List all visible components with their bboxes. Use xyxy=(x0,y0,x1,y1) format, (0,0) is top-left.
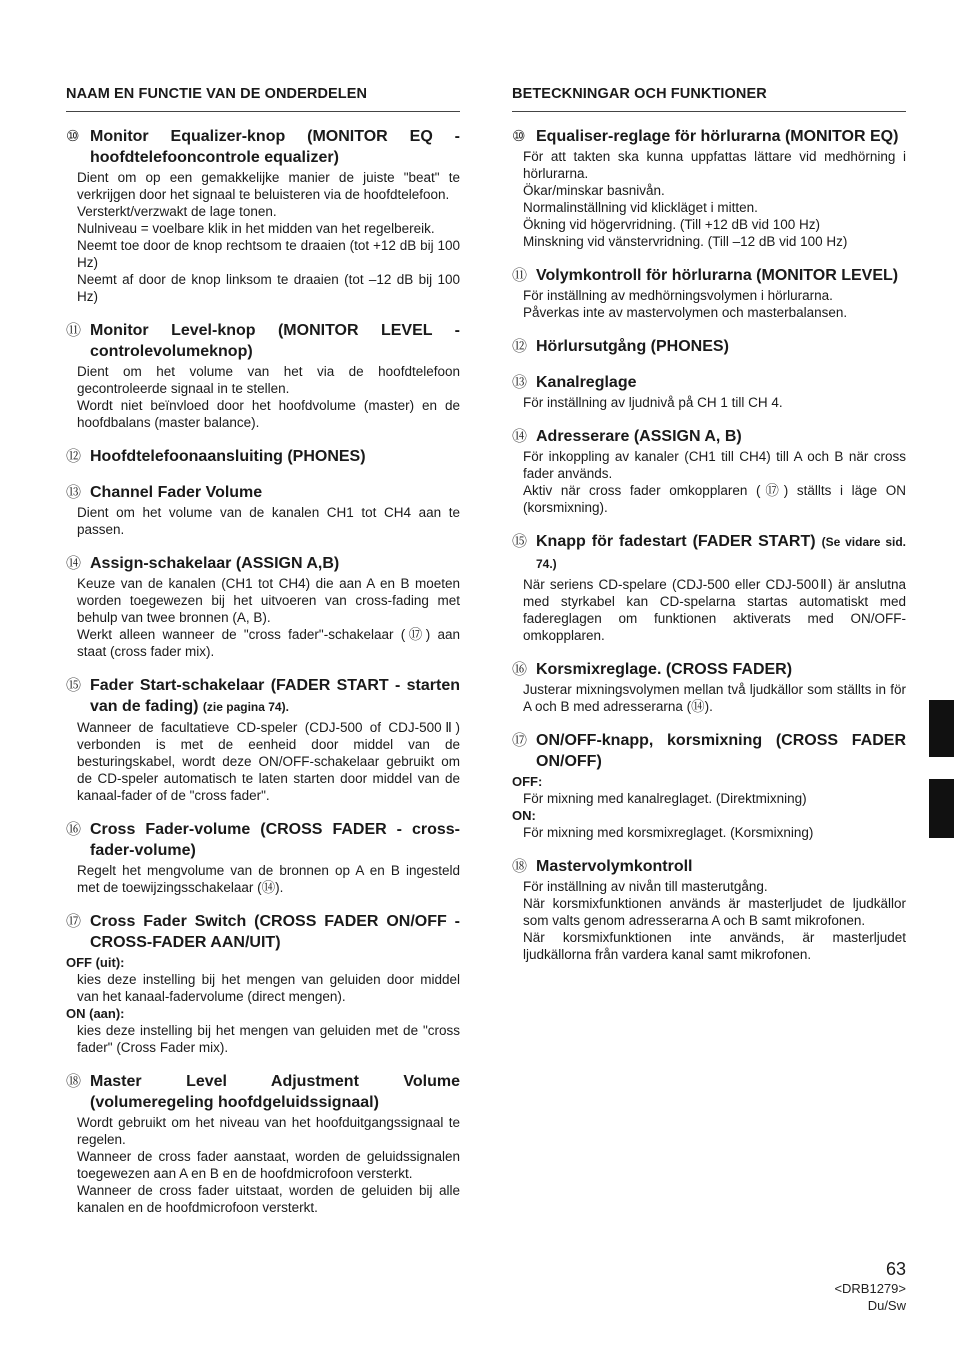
section-number: ⑯ xyxy=(512,661,528,678)
section-title-label: Adresserare (ASSIGN A, B) xyxy=(536,428,742,445)
section-title-label: ON/OFF-knapp, korsmixning (CROSS FADER ON/OFF) xyxy=(536,732,906,770)
paragraph: För inställning av ljudnivå på CH 1 till CH 4. xyxy=(523,395,783,410)
section-title-label: Fader Start-schakelaar (FADER START - starten van de fading) xyxy=(90,677,460,715)
section-title xyxy=(512,265,906,286)
setting-label: OFF (uit): xyxy=(66,955,125,970)
paragraph: För inkoppling av kanaler (CH1 till CH4) till A och B när cross fader används. xyxy=(523,449,906,481)
section xyxy=(66,911,460,1056)
section-title-text xyxy=(536,426,906,447)
paragraph: Wordt gebruikt om het niveau van het hoofduitgangssignaal te regelen. xyxy=(77,1115,460,1147)
section-title-text xyxy=(536,126,906,147)
section xyxy=(512,426,906,516)
section-title-text xyxy=(90,1071,460,1113)
section-title-text xyxy=(536,336,906,357)
section-title-label: Hörlursutgång (PHONES) xyxy=(536,338,729,355)
section-body xyxy=(66,504,460,538)
paragraph: Aktiv när cross fader omkopplaren (⑰) ställts i läge ON (korsmixning). xyxy=(523,483,906,515)
paragraph: Wanneer de cross fader aanstaat, worden de geluidssignalen toegewezen aan A en B en de hoofdmicrofoon versterkt. xyxy=(77,1149,460,1181)
section-title xyxy=(66,675,460,718)
section-number: ⑪ xyxy=(512,267,528,284)
section-title xyxy=(66,553,460,574)
section-title xyxy=(66,482,460,503)
paragraph: Versterkt/verzwakt de lage tonen. xyxy=(77,204,277,219)
section xyxy=(66,553,460,660)
section-number: ⑩ xyxy=(66,128,80,145)
section-title xyxy=(512,856,906,877)
section-title xyxy=(66,126,460,168)
section-title-label: Cross Fader Switch (CROSS FADER ON/OFF - CROSS-FADER AAN/UIT) xyxy=(90,913,460,951)
section-body xyxy=(66,862,460,896)
section xyxy=(512,372,906,411)
section-number: ⑮ xyxy=(66,677,82,694)
section-title-text xyxy=(90,675,460,718)
section-title xyxy=(512,426,906,447)
doc-code: <DRB1279> xyxy=(834,1281,906,1296)
section xyxy=(66,446,460,467)
section-title-label: Channel Fader Volume xyxy=(90,484,263,501)
section xyxy=(66,1071,460,1216)
paragraph: För att takten ska kunna uppfattas lättare vid medhörning i hörlurarna. xyxy=(523,149,906,181)
paragraph: Normalinställning vid klickläget i mitten. xyxy=(523,200,758,215)
paragraph: För inställning av medhörningsvolymen i hörlurarna. xyxy=(523,288,833,303)
left-sections xyxy=(66,126,460,1216)
section-title-text xyxy=(90,553,460,574)
setting-label: ON: xyxy=(512,808,536,823)
section xyxy=(66,675,460,804)
paragraph: Dient om op een gemakkelijke manier de juiste "beat" te verkrijgen door het signaal te beluisteren via de hoofdtelefoon. xyxy=(77,170,460,202)
section-title-text xyxy=(90,819,460,861)
section-title-label: Kanalreglage xyxy=(536,374,637,391)
section xyxy=(512,126,906,250)
section-number: ⑱ xyxy=(512,858,528,875)
thumb-index-tab-lower xyxy=(929,779,954,838)
paragraph: Dient om het volume van het via de hoofdtelefoon gecontroleerde signaal in te stellen. xyxy=(77,364,460,396)
paragraph: Ökning vid högervridning. (Till +12 dB vid 100 Hz) xyxy=(523,217,821,232)
section xyxy=(512,265,906,321)
section-body xyxy=(66,363,460,431)
section-title-label: Monitor Equalizer-knop (MONITOR EQ - hoofdtelefooncontrole equalizer) xyxy=(90,128,460,166)
paragraph: Keuze van de kanalen (CH1 tot CH4) die aan A en B moeten worden toegewezen bij het uitvoeren van cross-fading met behulp van twee bronnen (A, B). xyxy=(77,576,460,625)
section-number: ⑭ xyxy=(66,555,82,572)
section-title-text xyxy=(536,372,906,393)
paragraph: Neemt toe door de knop rechtsom te draaien (tot +12 dB bij 100 Hz) xyxy=(77,238,460,270)
section-title xyxy=(512,336,906,357)
section-body xyxy=(66,169,460,305)
paragraph: När seriens CD-spelare (CDJ-500 eller CDJ-500Ⅱ) är anslutna med styrkabel kan CD-spelarna startas automatiskt med fadereglagen om funktionen aktiverats med ON/OFF-omkopplaren. xyxy=(523,577,906,643)
paragraph: Dient om het volume van de kanalen CH1 tot CH4 aan te passen. xyxy=(77,505,460,537)
section-title xyxy=(512,372,906,393)
right-column-heading: BETECKNINGAR OCH FUNKTIONER xyxy=(512,86,906,112)
section-number: ⑰ xyxy=(66,913,82,930)
paragraph: Minskning vid vänstervridning. (Till –12 dB vid 100 Hz) xyxy=(523,234,848,249)
section-body xyxy=(66,575,460,660)
section-title-text xyxy=(90,482,460,503)
page-number: 63 xyxy=(885,1259,906,1279)
setting-description: För mixning med kanalreglaget. (Direktmixning) xyxy=(523,791,807,806)
section xyxy=(66,126,460,305)
setting-description: kies deze instelling bij het mengen van geluiden door middel van het kanaal-fadervolume (direct mengen). xyxy=(77,972,460,1004)
section-body xyxy=(512,448,906,516)
paragraph: Wanneer de facultatieve CD-speler (CDJ-500 of CDJ-500Ⅱ) verbonden is met de eenheid door middel van de besturingskabel, wordt deze ON/OFF-schakelaar gebruikt om de CD-speler automatisch te laten starten door middel van de kanaal-fader of de "cross fader". xyxy=(77,720,460,803)
section-title xyxy=(66,446,460,467)
section-body xyxy=(512,681,906,715)
section-title-text xyxy=(536,856,906,877)
section-body xyxy=(512,148,906,250)
section-number: ⑮ xyxy=(512,533,528,550)
section xyxy=(66,482,460,538)
thumb-index-tab-upper xyxy=(929,700,954,757)
section xyxy=(512,856,906,963)
paragraph: Neemt af door de knop linksom te draaien (tot –12 dB bij 100 Hz) xyxy=(77,272,460,304)
left-column xyxy=(66,86,460,1231)
section-title-label: Knapp för fadestart (FADER START) xyxy=(536,533,816,550)
section-title-text xyxy=(536,659,906,680)
left-column-heading: NAAM EN FUNCTIE VAN DE ONDERDELEN xyxy=(66,86,460,112)
section-title-text xyxy=(536,531,906,575)
paragraph: Regelt het mengvolume van de bronnen op A en B ingesteld met de toewijzingsschakelaar (⑭). xyxy=(77,863,460,895)
page-footer xyxy=(834,1258,906,1314)
section xyxy=(66,819,460,896)
section-body xyxy=(66,719,460,804)
language-code: Du/Sw xyxy=(867,1298,906,1313)
section-title-label: Assign-schakelaar (ASSIGN A,B) xyxy=(90,555,340,572)
paragraph: Justerar mixningsvolymen mellan två ljudkällor som ställts in för A och B med adresserarna (⑭). xyxy=(523,682,906,714)
section-number: ⑪ xyxy=(66,322,82,339)
paragraph: Wordt niet beïnvloed door het hoofdvolume (master) en de hoofdbalans (master balance). xyxy=(77,398,460,430)
section-title-label: Cross Fader-volume (CROSS FADER - cross-fader-volume) xyxy=(90,821,460,859)
section-title-label: Mastervolymkontroll xyxy=(536,858,693,875)
section-title xyxy=(512,659,906,680)
page-reference-note: (zie pagina 74). xyxy=(202,700,289,714)
page-reference-note: (Se vidare sid. 74.) xyxy=(536,535,907,571)
paragraph: När korsmixfunktionen inte används, är masterljudet ljudkällorna från vardera kanal samt mikrofonen. xyxy=(523,930,906,962)
section xyxy=(512,531,906,644)
section-title-text xyxy=(536,730,906,772)
paragraph: Ökar/minskar basnivån. xyxy=(523,183,665,198)
section-number: ⑩ xyxy=(512,128,526,145)
section-title-text xyxy=(90,126,460,168)
section-title xyxy=(66,819,460,861)
section-number: ⑬ xyxy=(512,374,528,391)
section-body xyxy=(512,287,906,321)
section-title xyxy=(66,1071,460,1113)
section-title-label: Master Level Adjustment Volume (volumeregeling hoofdgeluidssignaal) xyxy=(90,1073,460,1111)
section-title-label: Hoofdtelefoonaansluiting (PHONES) xyxy=(90,448,366,465)
paragraph: Werkt alleen wanneer de "cross fader"-schakelaar (⑰) aan staat (cross fader mix). xyxy=(77,627,460,659)
section-number: ⑱ xyxy=(66,1073,82,1090)
section xyxy=(66,320,460,431)
section-number: ⑫ xyxy=(66,448,82,465)
section-title-text xyxy=(90,320,460,362)
section-title-label: Equaliser-reglage för hörlurarna (MONITOR EQ) xyxy=(536,128,899,145)
section-body xyxy=(66,1114,460,1216)
right-sections xyxy=(512,126,906,963)
setting-label: ON (aan): xyxy=(66,1006,125,1021)
setting-description: kies deze instelling bij het mengen van geluiden met de "cross fader" (Cross Fader mix). xyxy=(77,1023,460,1055)
paragraph: Påverkas inte av mastervolymen och masterbalansen. xyxy=(523,305,848,320)
section xyxy=(512,659,906,715)
section-title-label: Volymkontroll för hörlurarna (MONITOR LEVEL) xyxy=(536,267,899,284)
section xyxy=(512,336,906,357)
section-number: ⑯ xyxy=(66,821,82,838)
right-column xyxy=(512,86,906,978)
section-title-label: Korsmixreglage. (CROSS FADER) xyxy=(536,661,793,678)
section-body xyxy=(66,954,460,1056)
section xyxy=(512,730,906,841)
section-body xyxy=(512,773,906,841)
paragraph: För inställning av nivån till masterutgång. xyxy=(523,879,768,894)
section-title xyxy=(512,531,906,575)
section-title-text xyxy=(90,911,460,953)
paragraph: Nulniveau = voelbare klik in het midden van het regelbereik. xyxy=(77,221,435,236)
paragraph: Wanneer de cross fader uitstaat, worden de geluiden bij alle kanalen en de hoofdmicrofoon versterkt. xyxy=(77,1183,460,1215)
section-title xyxy=(66,320,460,362)
setting-label: OFF: xyxy=(512,774,543,789)
section-number: ⑬ xyxy=(66,484,82,501)
section-title-text xyxy=(536,265,906,286)
paragraph: När korsmixfunktionen används är masterljudet de ljudkällor som valts genom adresserarna A och B samt mikrofonen. xyxy=(523,896,906,928)
section-number: ⑰ xyxy=(512,732,528,749)
setting-description: För mixning med korsmixreglaget. (Korsmixning) xyxy=(523,825,814,840)
section-body xyxy=(512,576,906,644)
section-number: ⑫ xyxy=(512,338,528,355)
section-number: ⑭ xyxy=(512,428,528,445)
section-title-text xyxy=(90,446,460,467)
section-body xyxy=(512,394,906,411)
section-title xyxy=(512,126,906,147)
section-title-label: Monitor Level-knop (MONITOR LEVEL - controlevolumeknop) xyxy=(90,322,460,360)
section-title xyxy=(66,911,460,953)
section-title xyxy=(512,730,906,772)
section-body xyxy=(512,878,906,963)
